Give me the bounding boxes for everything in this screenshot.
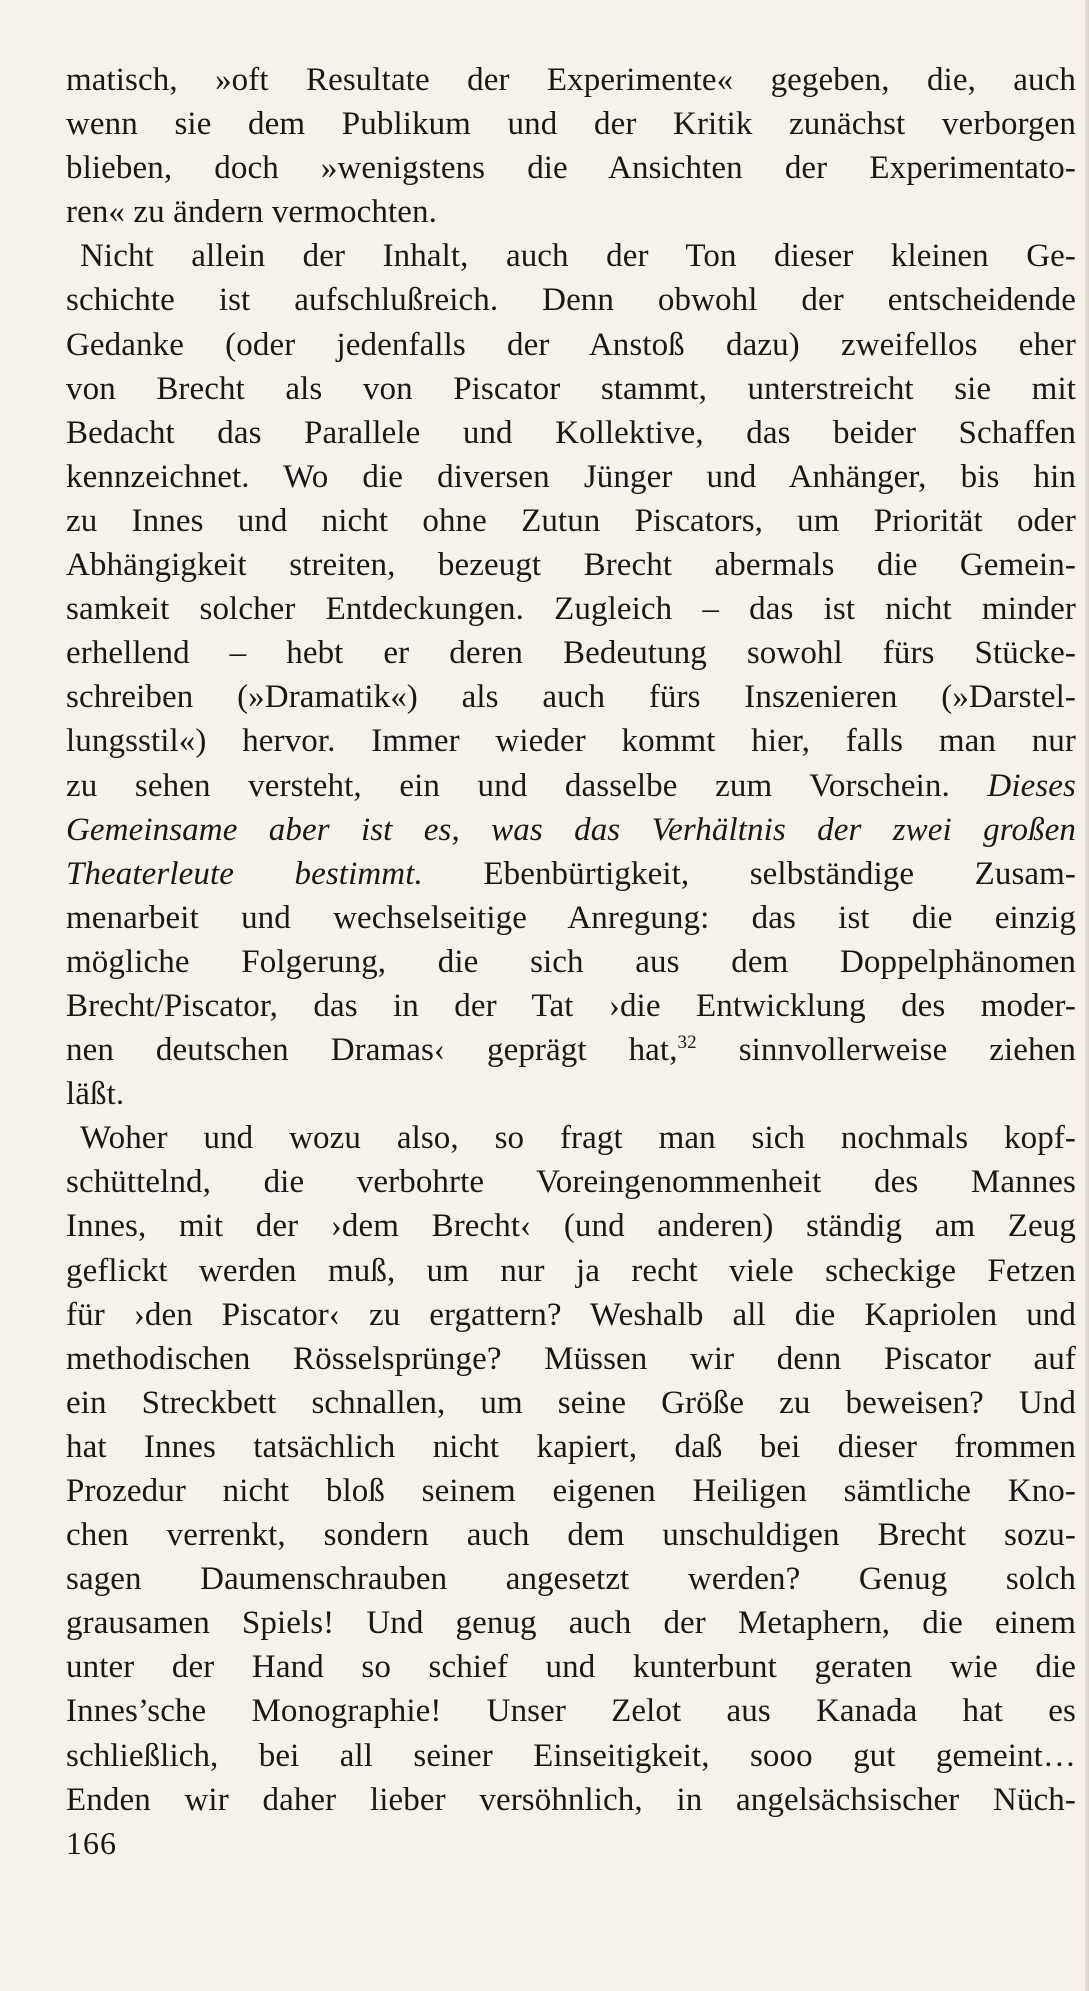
text-line: [66, 1072, 1076, 1116]
text-line: [66, 1116, 1076, 1160]
text-line: [66, 146, 1076, 190]
text-line: [66, 896, 1076, 940]
text-segment: samkeit solcher Entdeckungen. Zugleich – das ist nicht minder: [66, 591, 1076, 628]
text-line: [66, 278, 1076, 322]
text-segment: Prozedur nicht bloß seinem eigenen Heiligen sämtliche Kno-: [66, 1473, 1076, 1509]
text-line: [66, 1028, 1076, 1072]
text-segment: schichte ist aufschlußreich. Denn obwohl der entscheidende: [66, 282, 1076, 319]
text-line: [66, 543, 1076, 587]
text-segment: Gedanke (oder jedenfalls der Anstoß dazu) zweifellos eher: [66, 326, 1076, 363]
text-segment: erhellend – hebt er deren Bedeutung sowohl fürs Stücke-: [66, 635, 1076, 672]
text-segment: grausamen Spiels! Und genug auch der Metaphern, die einem: [66, 1605, 1076, 1642]
text-segment: Innes, mit der ›dem Brecht‹ (und anderen) ständig am Zeug: [66, 1208, 1076, 1245]
text-line: [66, 1469, 1076, 1513]
text-segment: Bedacht das Parallele und Kollektive, das beider Schaffen: [66, 414, 1076, 451]
text-line: [66, 940, 1076, 984]
text-segment: sagen Daumenschrauben angesetzt werden? Genug solch: [66, 1561, 1076, 1598]
page-edge-shadow: [1085, 0, 1089, 1991]
text-segment: kennzeichnet. Wo die diversen Jünger und Anhänger, bis hin: [66, 458, 1076, 495]
text-segment: schüttelnd, die verbohrte Voreingenommenheit des Mannes: [66, 1164, 1076, 1201]
italic-text: Dieses: [987, 767, 1076, 804]
text-segment: von Brecht als von Piscator stammt, unterstreicht sie mit: [66, 370, 1076, 407]
text-segment: Nicht allein der Inhalt, auch der Ton dieser kleinen Ge-: [80, 238, 1076, 275]
text-segment: ein Streckbett schnallen, um seine Größe zu beweisen? Und: [66, 1384, 1076, 1421]
text-line: [66, 631, 1076, 675]
text-segment: matisch, »oft Resultate der Experimente« gegeben, die, auch: [66, 62, 1076, 98]
text-segment: zu sehen versteht, ein und dasselbe zum Vorschein.: [66, 767, 988, 804]
text-line: [66, 808, 1076, 852]
text-line: [66, 1645, 1076, 1689]
text-segment: nen deutschen Dramas‹ geprägt hat,: [66, 1032, 678, 1069]
text-line: [66, 1204, 1076, 1248]
text-line: [66, 1337, 1076, 1381]
text-segment: zu Innes und nicht ohne Zutun Piscators, um Priorität oder: [66, 502, 1076, 539]
text-segment: Woher und wozu also, so fragt man sich nochmals kopf-: [80, 1120, 1076, 1157]
text-segment: unter der Hand so schief und kunterbunt geraten wie die: [66, 1649, 1076, 1686]
text-line: [66, 499, 1076, 543]
text-line: [66, 1425, 1076, 1469]
text-segment: methodischen Rösselsprünge? Müssen wir denn Piscator auf: [66, 1340, 1076, 1377]
text-segment: Ebenbürtigkeit, selbständige Zusam-: [422, 855, 1076, 892]
text-segment: wenn sie dem Publikum und der Kritik zunächst verborgen: [66, 106, 1076, 143]
text-segment: Brecht/Piscator, das in der Tat ›die Entwicklung des moder-: [66, 987, 1076, 1024]
italic-text: Gemeinsame aber ist es, was das Verhältnis der zwei großen: [66, 811, 1076, 848]
text-line: [66, 852, 1076, 896]
text-line: [66, 675, 1076, 719]
text-line: [66, 1778, 1076, 1822]
text-segment: Innes’sche Monographie! Unser Zelot aus Kanada hat es: [66, 1693, 1076, 1730]
text-segment: geflickt werden muß, um nur ja recht viele scheckige Fetzen: [66, 1252, 1076, 1289]
footnote-reference: 32: [677, 1032, 697, 1054]
text-line: [66, 719, 1076, 763]
text-line: [66, 1513, 1076, 1557]
text-line: [66, 1734, 1076, 1778]
page-number: 166: [66, 1825, 117, 1861]
body-text: [66, 58, 1076, 1822]
text-segment: Abhängigkeit streiten, bezeugt Brecht abermals die Gemein-: [66, 547, 1076, 584]
text-segment: blieben, doch »wenigstens die Ansichten der Experimentato-: [66, 150, 1076, 187]
text-line: [66, 234, 1076, 278]
text-line: [66, 190, 1076, 234]
text-segment: lungsstil«) hervor. Immer wieder kommt hier, falls man nur: [66, 723, 1076, 760]
text-segment: sinnvollerweise ziehen: [696, 1032, 1076, 1069]
text-line: [66, 367, 1076, 411]
text-line: [66, 1160, 1076, 1204]
text-segment: Enden wir daher lieber versöhnlich, in angelsächsischer Nüch-: [66, 1781, 1076, 1818]
text-segment: für ›den Piscator‹ zu ergattern? Weshalb all die Kapriolen und: [66, 1296, 1076, 1333]
text-line: [66, 1601, 1076, 1645]
text-line: [66, 1689, 1076, 1733]
text-segment: hat Innes tatsächlich nicht kapiert, daß bei dieser frommen: [66, 1428, 1076, 1465]
text-line: [66, 587, 1076, 631]
text-segment: ren« zu ändern vermochten.: [66, 194, 437, 231]
italic-text: Theaterleute bestimmt.: [66, 855, 423, 892]
text-line: [66, 1381, 1076, 1425]
text-line: [66, 1293, 1076, 1337]
text-segment: schließlich, bei all seiner Einseitigkeit, sooo gut gemeint…: [66, 1737, 1076, 1774]
text-line: [66, 764, 1076, 808]
text-line: [66, 1557, 1076, 1601]
text-line: [66, 455, 1076, 499]
text-segment: chen verrenkt, sondern auch dem unschuldigen Brecht sozu-: [66, 1517, 1076, 1554]
text-line: [66, 984, 1076, 1028]
text-line: [66, 102, 1076, 146]
text-line: [66, 323, 1076, 367]
text-line: [66, 411, 1076, 455]
text-segment: menarbeit und wechselseitige Anregung: das ist die einzig: [66, 899, 1076, 936]
text-line: [66, 1249, 1076, 1293]
text-segment: schreiben (»Dramatik«) als auch fürs Inszenieren (»Darstel-: [66, 679, 1076, 716]
text-line: [66, 58, 1076, 102]
text-segment: mögliche Folgerung, die sich aus dem Doppelphänomen: [66, 943, 1076, 980]
text-segment: läßt.: [66, 1076, 125, 1113]
